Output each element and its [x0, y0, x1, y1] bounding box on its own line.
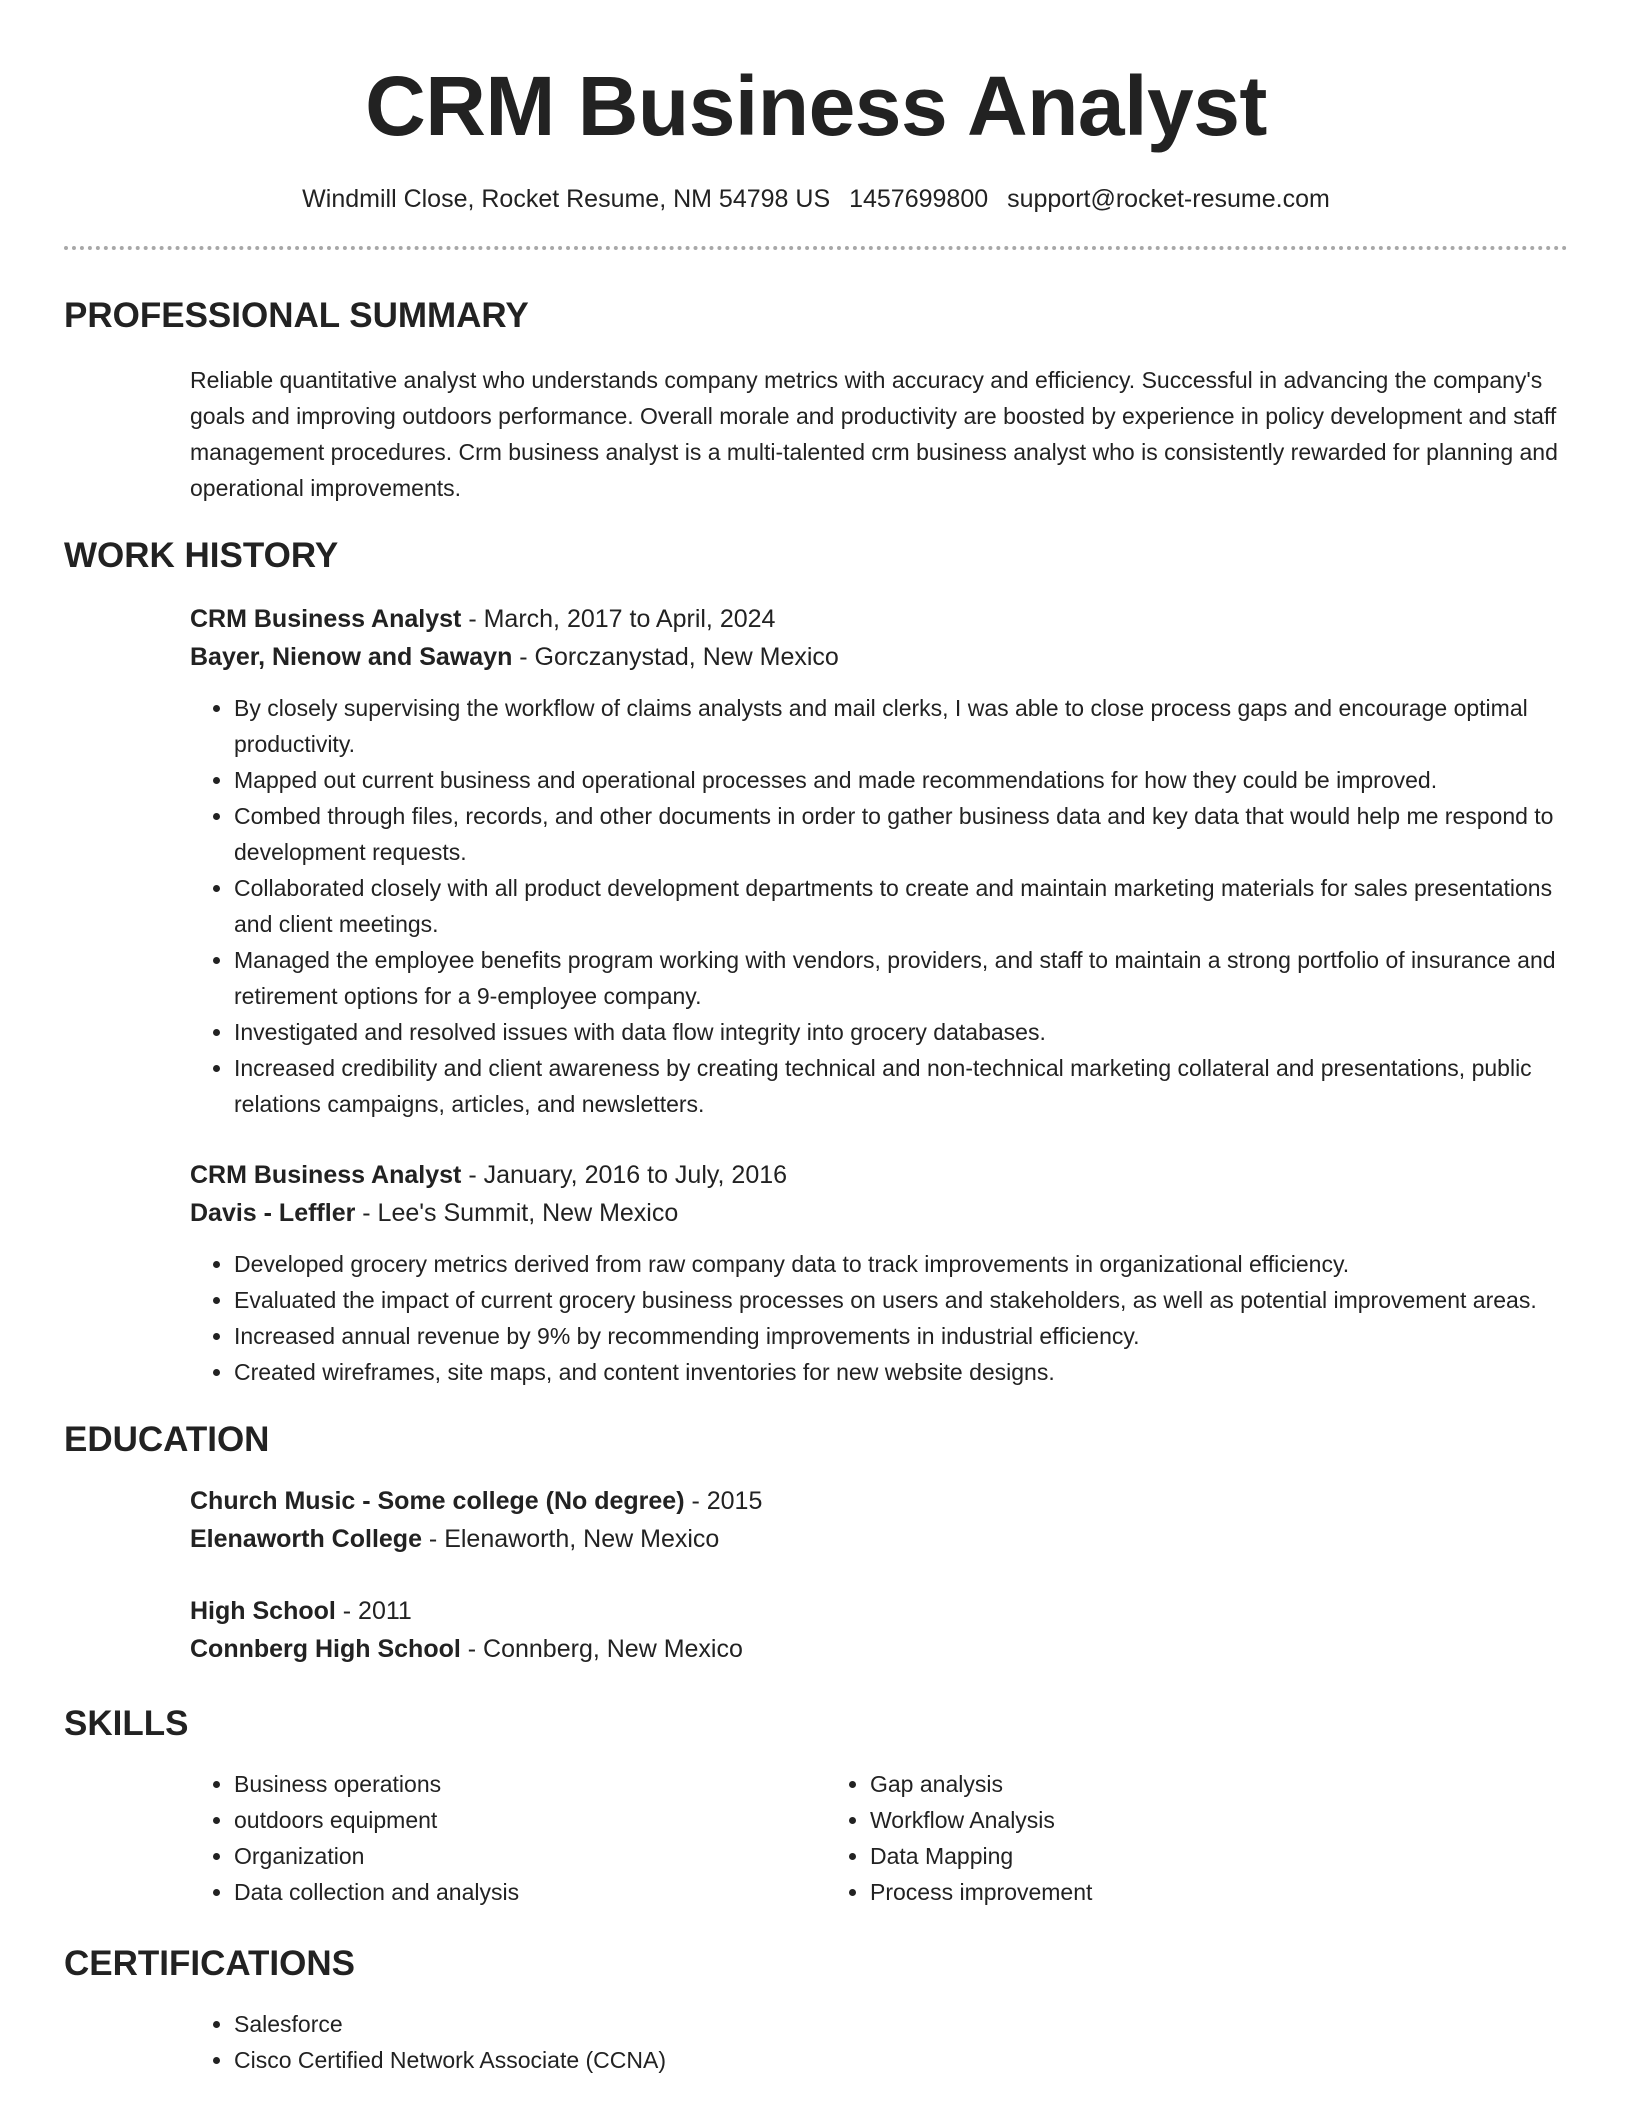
skill-item: • Data Mapping: [870, 1838, 1462, 1874]
education-school-line: [190, 1520, 1568, 1558]
skill-item: • Data collection and analysis: [234, 1874, 826, 1910]
candidate-name: CRM Business Analyst: [365, 59, 1267, 153]
job-title-line: [190, 1156, 1568, 1194]
job-bullet: • Created wireframes, site maps, and content inventories for new website designs.: [234, 1354, 1568, 1390]
job-bullet: • Evaluated the impact of current grocery business processes on users and stakeholders, as well as potential improvement areas.: [234, 1282, 1568, 1318]
job-company-line: [190, 1194, 1568, 1232]
education-entry: [190, 1592, 1568, 1668]
job-bullet: • Combed through files, records, and other documents in order to gather business data and key data that would help me respond to development requests.: [234, 798, 1568, 870]
job-entry: [190, 1156, 1568, 1390]
skill-item: • outdoors equipment: [234, 1802, 826, 1838]
summary-text: Reliable quantitative analyst who understands company metrics with accuracy and efficiency. Successful in advancing the company's goals and improving outdoors performance. Overall morale and productivity are boosted by experience in policy development and staff management procedures. Crm business analyst is a multi-talented crm business analyst who is consistently rewarded for planning and operational improvements.: [190, 367, 1558, 501]
job-bullets: [190, 690, 1568, 1122]
education-year: - 2015: [684, 1487, 763, 1515]
certification-item: • Cisco Certified Network Associate (CCNA): [234, 2042, 1568, 2078]
contact-phone: 1457699800: [849, 185, 989, 213]
skill-item: • Business operations: [234, 1766, 826, 1802]
job-role: CRM Business Analyst: [190, 605, 462, 633]
header-divider: [64, 246, 1568, 250]
job-role: CRM Business Analyst: [190, 1161, 462, 1189]
job-location: - Gorczanystad, New Mexico: [512, 643, 839, 671]
education-school: Connberg High School: [190, 1635, 461, 1663]
job-bullet: • Developed grocery metrics derived from raw company data to track improvements in organizational efficiency.: [234, 1246, 1568, 1282]
education-year: - 2011: [335, 1597, 412, 1625]
education-location: - Elenaworth, New Mexico: [421, 1525, 720, 1553]
skills-column-right: [826, 1766, 1462, 1910]
skill-item: • Organization: [234, 1838, 826, 1874]
job-company: Davis - Leffler: [190, 1199, 356, 1227]
job-bullet: • Managed the employee benefits program working with vendors, providers, and staff to maintain a strong portfolio of insurance and retirement options for a 9-employee company.: [234, 942, 1568, 1014]
section-title-skills: SKILLS: [64, 1704, 189, 1743]
job-bullet: • Investigated and resolved issues with data flow integrity into grocery databases.: [234, 1014, 1568, 1050]
skill-item: • Gap analysis: [870, 1766, 1462, 1802]
education-location: - Connberg, New Mexico: [460, 1635, 743, 1663]
job-bullet: • Mapped out current business and operational processes and made recommendations for how they could be improved.: [234, 762, 1568, 798]
skill-item: • Workflow Analysis: [870, 1802, 1462, 1838]
certifications-list: [190, 2006, 1568, 2078]
job-title-line: [190, 600, 1568, 638]
job-location: - Lee's Summit, New Mexico: [355, 1199, 679, 1227]
job-bullets: [190, 1246, 1568, 1390]
job-company-line: [190, 638, 1568, 676]
section-title-education: EDUCATION: [64, 1420, 270, 1459]
job-bullet: • Increased credibility and client awareness by creating technical and non-technical marketing collateral and presentations, public relations campaigns, articles, and newsletters.: [234, 1050, 1568, 1122]
job-company: Bayer, Nienow and Sawayn: [190, 643, 513, 671]
section-title-work-history: WORK HISTORY: [64, 536, 339, 575]
job-bullet: • By closely supervising the workflow of claims analysts and mail clerks, I was able to close process gaps and encourage optimal productivity.: [234, 690, 1568, 762]
contact-address: Windmill Close, Rocket Resume, NM 54798 US: [302, 185, 831, 213]
certification-item: • Salesforce: [234, 2006, 1568, 2042]
education-school: Elenaworth College: [190, 1525, 422, 1553]
education-degree: Church Music - Some college (No degree): [190, 1487, 685, 1515]
section-title-certifications: CERTIFICATIONS: [64, 1944, 356, 1983]
contact-info: [64, 182, 1568, 216]
job-dates: - January, 2016 to July, 2016: [461, 1161, 788, 1189]
job-dates: - March, 2017 to April, 2024: [461, 605, 776, 633]
education-entry: [190, 1482, 1568, 1558]
job-bullet: • Increased annual revenue by 9% by recommending improvements in industrial efficiency.: [234, 1318, 1568, 1354]
section-title-summary: PROFESSIONAL SUMMARY: [64, 296, 529, 335]
job-bullet: • Collaborated closely with all product development departments to create and maintain marketing materials for sales presentations and client meetings.: [234, 870, 1568, 942]
skills-grid: [190, 1766, 1568, 1910]
skills-column-left: [190, 1766, 826, 1910]
contact-email: support@rocket-resume.com: [1007, 185, 1330, 213]
education-degree: High School: [190, 1597, 336, 1625]
job-entry: [190, 600, 1568, 1122]
education-school-line: [190, 1630, 1568, 1668]
skill-item: • Process improvement: [870, 1874, 1462, 1910]
education-degree-line: [190, 1592, 1568, 1630]
education-degree-line: [190, 1482, 1568, 1520]
